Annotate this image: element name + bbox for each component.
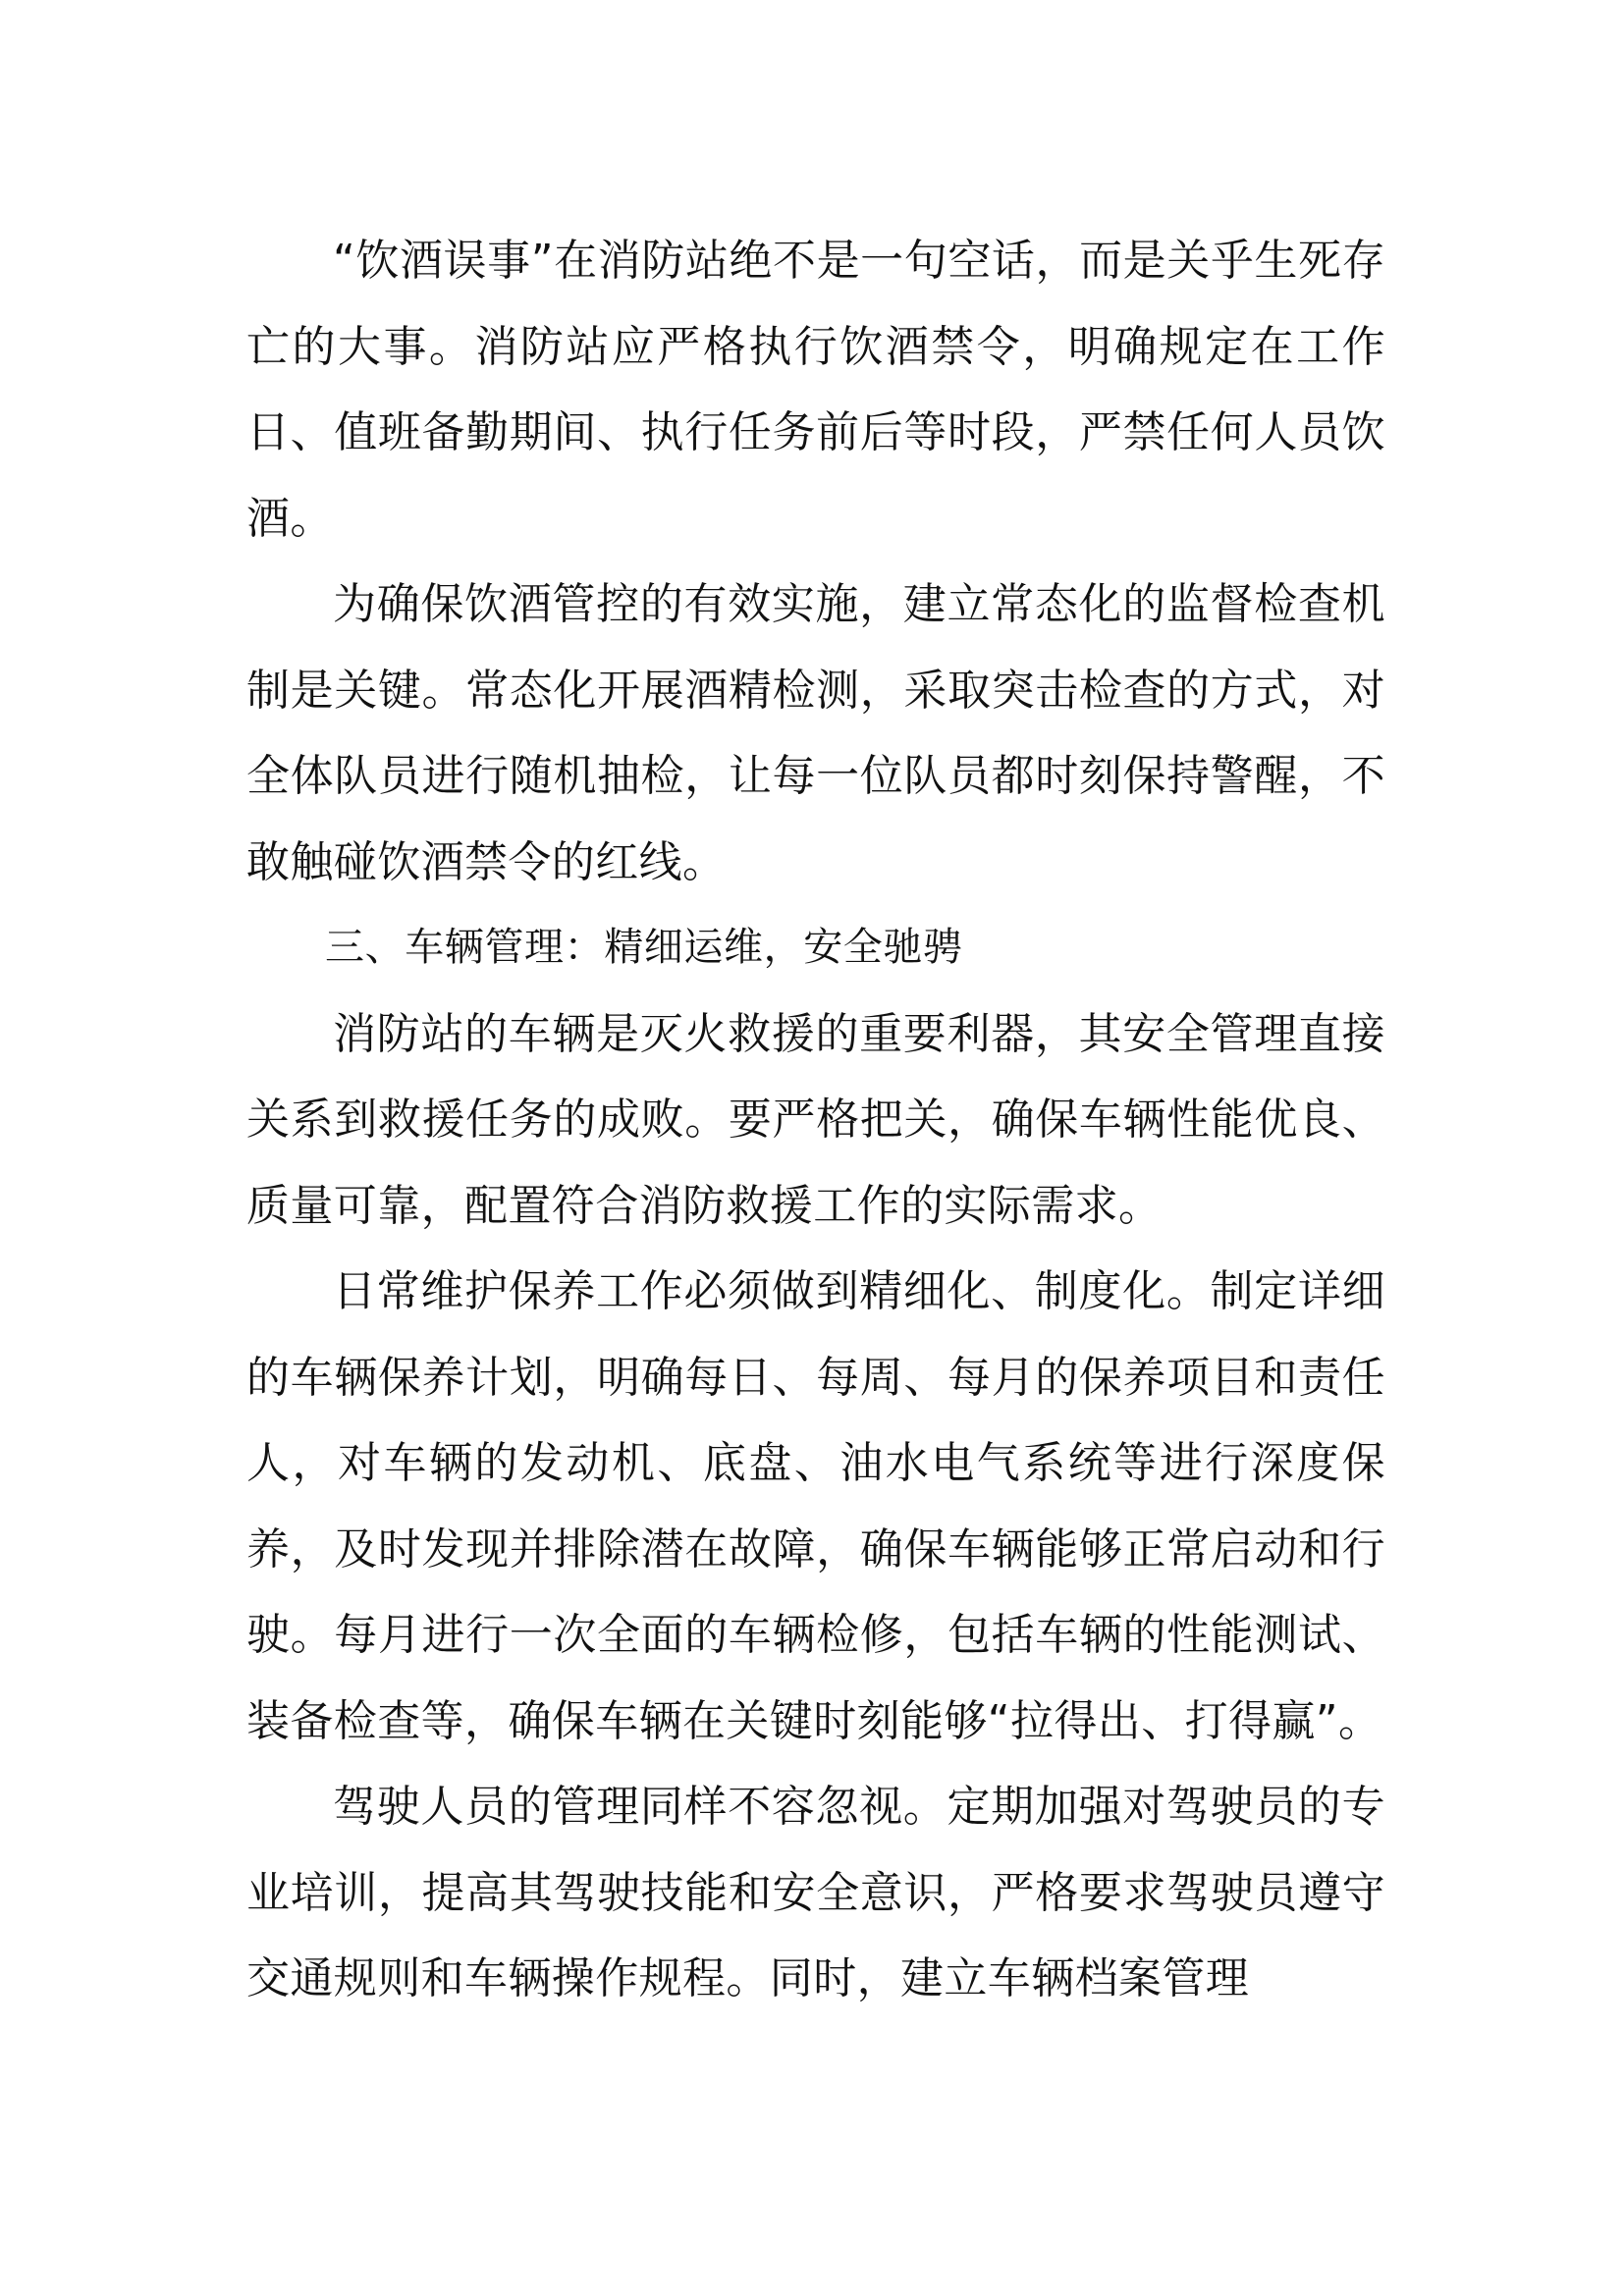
paragraph-vehicle-maintenance: 日常维护保养工作必须做到精细化、制度化。制定详细的车辆保养计划，明确每日、每周、每月的保养项目和责任人，对车辆的发动机、底盘、油水电气系统等进行深度保养，及时发现并排除潜在故障，确保车辆能够正常启动和行驶。每月进行一次全面的车辆检修，包括车辆的性能测试、装备检查等，确保车辆在关键时刻能够“拉得出、打得赢”。	[246, 1266, 1385, 1746]
paragraph-supervision: 为确保饮酒管控的有效实施，建立常态化的监督检查机制是关键。常态化开展酒精检测，采取突击检查的方式，对全体队员进行随机抽检，让每一位队员都时刻保持警醒，不敢触碰饮酒禁令的红线。	[246, 579, 1385, 887]
paragraph-drinking-ban: “饮酒误事”在消防站绝不是一句空话，而是关乎生死存亡的大事。消防站应严格执行饮酒禁令，明确规定在工作日、值班备勤期间、执行任务前后等时段，严禁任何人员饮酒。	[246, 236, 1385, 544]
section-heading-vehicle-management: 三、车辆管理：精细运维，安全驰骋	[325, 925, 963, 970]
paragraph-driver-management: 驾驶人员的管理同样不容忽视。定期加强对驾驶员的专业培训，提高其驾驶技能和安全意识，严格要求驾驶员遵守交通规则和车辆操作规程。同时，建立车辆档案管理	[246, 1782, 1385, 2003]
paragraph-vehicle-importance: 消防站的车辆是灭火救援的重要利器，其安全管理直接关系到救援任务的成败。要严格把关，确保车辆性能优良、质量可靠，配置符合消防救援工作的实际需求。	[246, 1008, 1385, 1231]
document-body	[246, 218, 1385, 2022]
